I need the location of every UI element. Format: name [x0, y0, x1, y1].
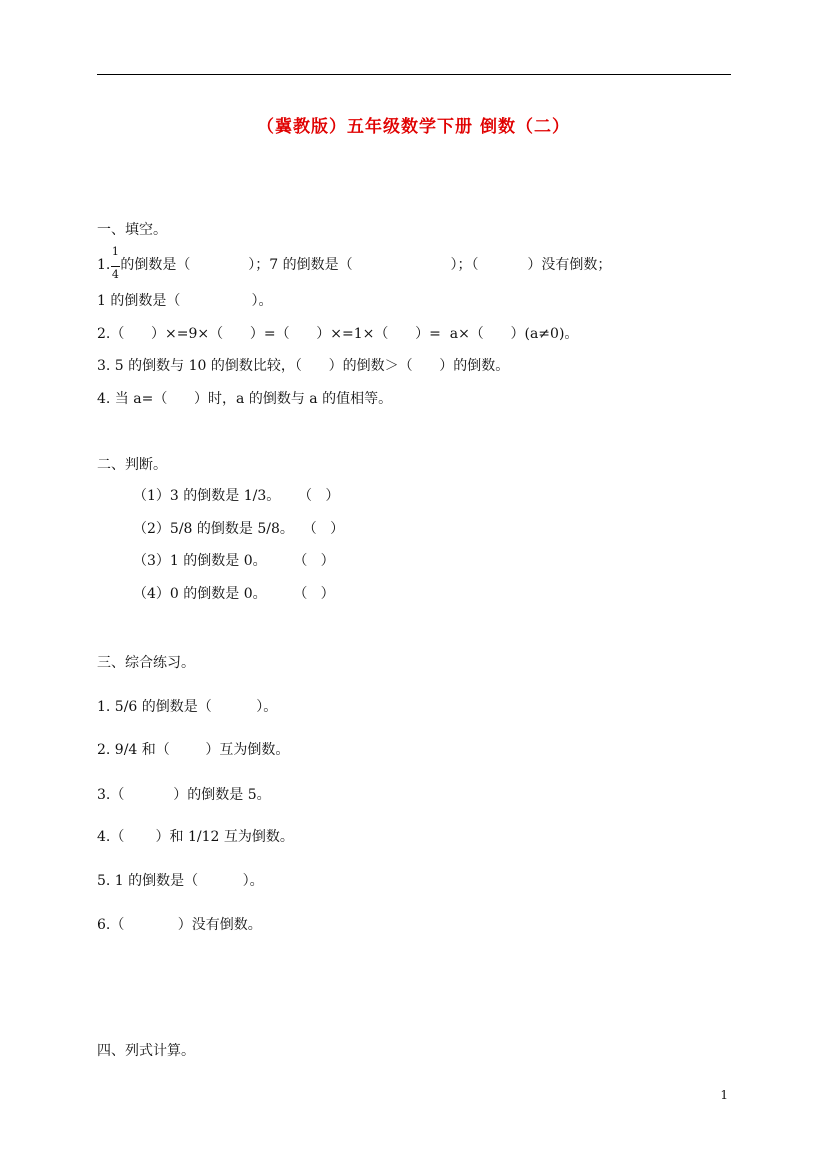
section1-q3: 3. 5 的倒数与 10 的倒数比较，（ ）的倒数＞（ ）的倒数。 [97, 358, 510, 374]
section1-heading: 一、填空。 [97, 222, 167, 238]
document-title: （冀教版）五年级数学下册 倒数（二） [257, 117, 570, 137]
fraction-numerator: 1 [111, 245, 119, 258]
exercise-item: 2. 9/4 和（ ）互为倒数。 [97, 742, 290, 758]
fraction-bar [111, 266, 120, 267]
section3-heading: 三、综合练习。 [97, 655, 195, 671]
exercise-item: 4.（ ）和 1/12 互为倒数。 [97, 829, 294, 845]
exercise-item: 6.（ ）没有倒数。 [97, 917, 262, 933]
fraction-denominator: 4 [111, 268, 119, 281]
q1-text: 的倒数是（ ）；7 的倒数是（ ）；（ ）没有倒数； [120, 257, 612, 273]
page-number: 1 [720, 1088, 728, 1102]
section1-q1 [97, 245, 612, 281]
header-rule [97, 74, 731, 75]
section4-heading: 四、列式计算。 [97, 1043, 195, 1059]
q1-prefix: 1. [97, 257, 111, 273]
section1-q1-continued: 1 的倒数是（ ）。 [97, 293, 273, 309]
section1-q4: 4. 当 a=（ ）时，a 的倒数与 a 的值相等。 [97, 391, 393, 407]
judge-item: （1）3 的倒数是 1/3。 （ ） [133, 488, 340, 504]
exercise-item: 3.（ ）的倒数是 5。 [97, 787, 271, 803]
judge-item: （3）1 的倒数是 0。 （ ） [133, 553, 335, 569]
fraction-one-quarter [110, 245, 120, 281]
judge-item: （2）5/8 的倒数是 5/8。 （ ） [133, 521, 345, 537]
judge-item: （4）0 的倒数是 0。 （ ） [133, 586, 335, 602]
section2-heading: 二、判断。 [97, 457, 167, 473]
section1-q2: 2.（ ）×=9×（ ）=（ ）×=1×（ ）= a×（ ）(a≠0)。 [97, 326, 579, 342]
exercise-item: 1. 5/6 的倒数是（ ）。 [97, 699, 278, 715]
exercise-item: 5. 1 的倒数是（ ）。 [97, 873, 264, 889]
